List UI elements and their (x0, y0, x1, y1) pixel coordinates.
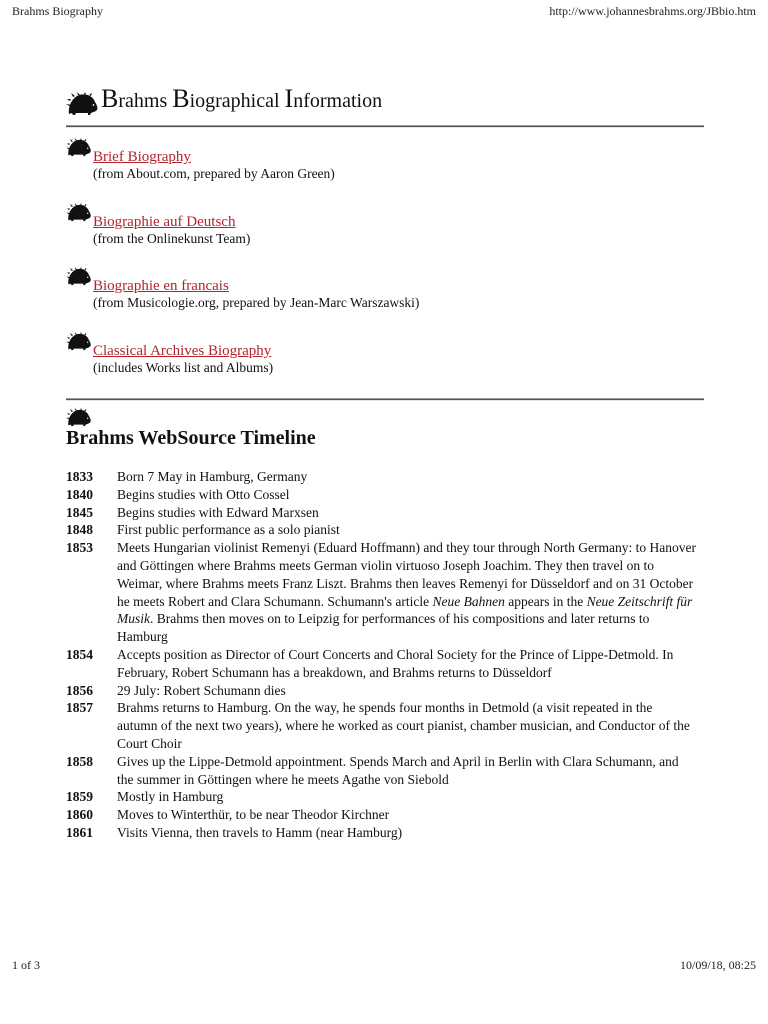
timeline-text (117, 753, 696, 789)
timeline-year: 1840 (66, 486, 93, 502)
hedgehog-icon (66, 267, 92, 286)
timeline-year: 1854 (66, 646, 93, 662)
timeline-text (117, 521, 696, 539)
timeline-entry (66, 788, 696, 806)
page-number: 1 of 3 (12, 958, 40, 972)
link-block-biographie-deutsch (66, 203, 686, 247)
timeline-entry (66, 521, 696, 539)
timeline-text-segment: . Brahms then moves on to Leipzig for performances of his compositions and later returns to Hamburg (117, 611, 650, 645)
timeline-text (117, 699, 696, 752)
timeline-text-segment: Moves to Winterthür, to be near Theodor Kirchner (117, 807, 390, 823)
horizontal-rule (66, 398, 704, 401)
timeline-text-segment: Gives up the Lippe-Detmold appointment. Spends March and April in Berlin with Clara Schumann, and the summer in Göttingen where he meets Agathe von Siebold (117, 753, 679, 787)
timeline-text (117, 824, 696, 842)
timeline-text (117, 486, 696, 504)
link-note: (from the Onlinekunst Team) (93, 231, 251, 246)
biographie-deutsch-link[interactable]: Biographie auf Deutsch (93, 214, 236, 230)
link-block-classical-archives (66, 332, 686, 376)
horizontal-rule (66, 125, 704, 128)
link-note: (from About.com, prepared by Aaron Green) (93, 166, 335, 181)
timeline-text-segment: First public performance as a solo pianist (117, 522, 340, 538)
hedgehog-icon (66, 332, 92, 351)
timeline-year: 1860 (66, 807, 93, 823)
timeline-heading: Brahms WebSource Timeline (66, 427, 316, 449)
hedgehog-icon (66, 138, 92, 157)
print-header (12, 4, 756, 20)
timeline-year: 1857 (66, 700, 93, 716)
hedgehog-icon (66, 92, 99, 116)
timeline-entry (66, 646, 696, 682)
link-block-brief-biography (66, 138, 686, 182)
title-word-biographical: Biographical (172, 84, 285, 113)
timeline-text (117, 806, 696, 824)
timeline-entry (66, 753, 696, 789)
timeline-text-segment: Begins studies with Otto Cossel (117, 486, 290, 502)
publication-title: Neue Zeitschrift für Musik (117, 593, 693, 627)
timeline-list (66, 468, 696, 842)
timeline-text-segment: Accepts position as Director of Court Concerts and Choral Society for the Prince of Lippe-Detmold. In February, Robert Schumann has a breakdown, and Brahms returns to Düsseldorf (117, 646, 674, 680)
timeline-year: 1858 (66, 753, 93, 769)
timeline-entry (66, 824, 696, 842)
timeline-entry (66, 806, 696, 824)
timeline-year: 1833 (66, 469, 93, 484)
timeline-text (117, 504, 696, 522)
timeline-text-segment: Brahms returns to Hamburg. On the way, he spends four months in Detmold (a visit repeated in the autumn of the next two years), where he worked as court pianist, chamber musician, and Conductor of the Court Choir (117, 700, 690, 751)
timeline-text (117, 539, 696, 646)
timeline-entry (66, 682, 696, 700)
timeline-entry (66, 699, 696, 752)
page-title (66, 84, 382, 116)
timeline-year: 1848 (66, 522, 93, 538)
brief-biography-link[interactable]: Brief Biography (93, 149, 191, 165)
timeline-entry (66, 486, 696, 504)
timeline-year: 1859 (66, 789, 93, 805)
timeline-text-segment: Born 7 May in Hamburg, Germany (117, 469, 308, 484)
publication-title: Neue Bahnen (432, 593, 505, 609)
timeline-year: 1845 (66, 504, 93, 520)
title-word-information: Information (284, 84, 383, 113)
print-header-url: http://www.johannesbrahms.org/JBbio.htm (549, 4, 756, 18)
timeline-entry (66, 468, 696, 486)
hedgehog-icon (66, 203, 92, 222)
timeline-text-segment: Meets Hungarian violinist Remenyi (Eduard Hoffmann) and they tour through North Germany: to Hanover and Göttingen where Brahms meets German violin virtuoso Joseph Joachim. They then travel on to Weimar, where Brahms meets Franz Liszt. Brahms then leaves Remenyi for Düsseldorf and on 31 October he meets Robert and Clara Schumann. Schumann's article (117, 540, 696, 609)
timeline-text-segment: Visits Vienna, then travels to Hamm (near Hamburg) (117, 824, 403, 840)
timeline-text-segment: Mostly in Hamburg (117, 789, 224, 805)
timeline-year: 1861 (66, 824, 93, 840)
timeline-text-segment: 29 July: Robert Schumann dies (117, 682, 286, 698)
title-word-brahms: Brahms (101, 84, 173, 113)
timeline-year: 1853 (66, 540, 93, 556)
link-block-biographie-francais (66, 267, 686, 311)
link-note: (from Musicologie.org, prepared by Jean-Marc Warszawski) (93, 295, 420, 310)
timeline-entry (66, 504, 696, 522)
classical-archives-link[interactable]: Classical Archives Biography (93, 343, 272, 359)
biographie-francais-link[interactable]: Biographie en francais (93, 278, 229, 294)
print-datetime: 10/09/18, 08:25 (679, 958, 756, 972)
timeline-year: 1856 (66, 682, 93, 698)
print-header-title: Brahms Biography (12, 4, 103, 18)
timeline-text (117, 468, 696, 486)
timeline-text (117, 646, 696, 682)
timeline-text-segment: Begins studies with Edward Marxsen (117, 504, 319, 520)
timeline-text (117, 788, 696, 806)
print-footer (12, 958, 756, 974)
timeline-text (117, 682, 696, 700)
timeline-text-segment: appears in the (504, 593, 587, 609)
timeline-entry (66, 539, 696, 646)
link-note: (includes Works list and Albums) (93, 360, 274, 375)
